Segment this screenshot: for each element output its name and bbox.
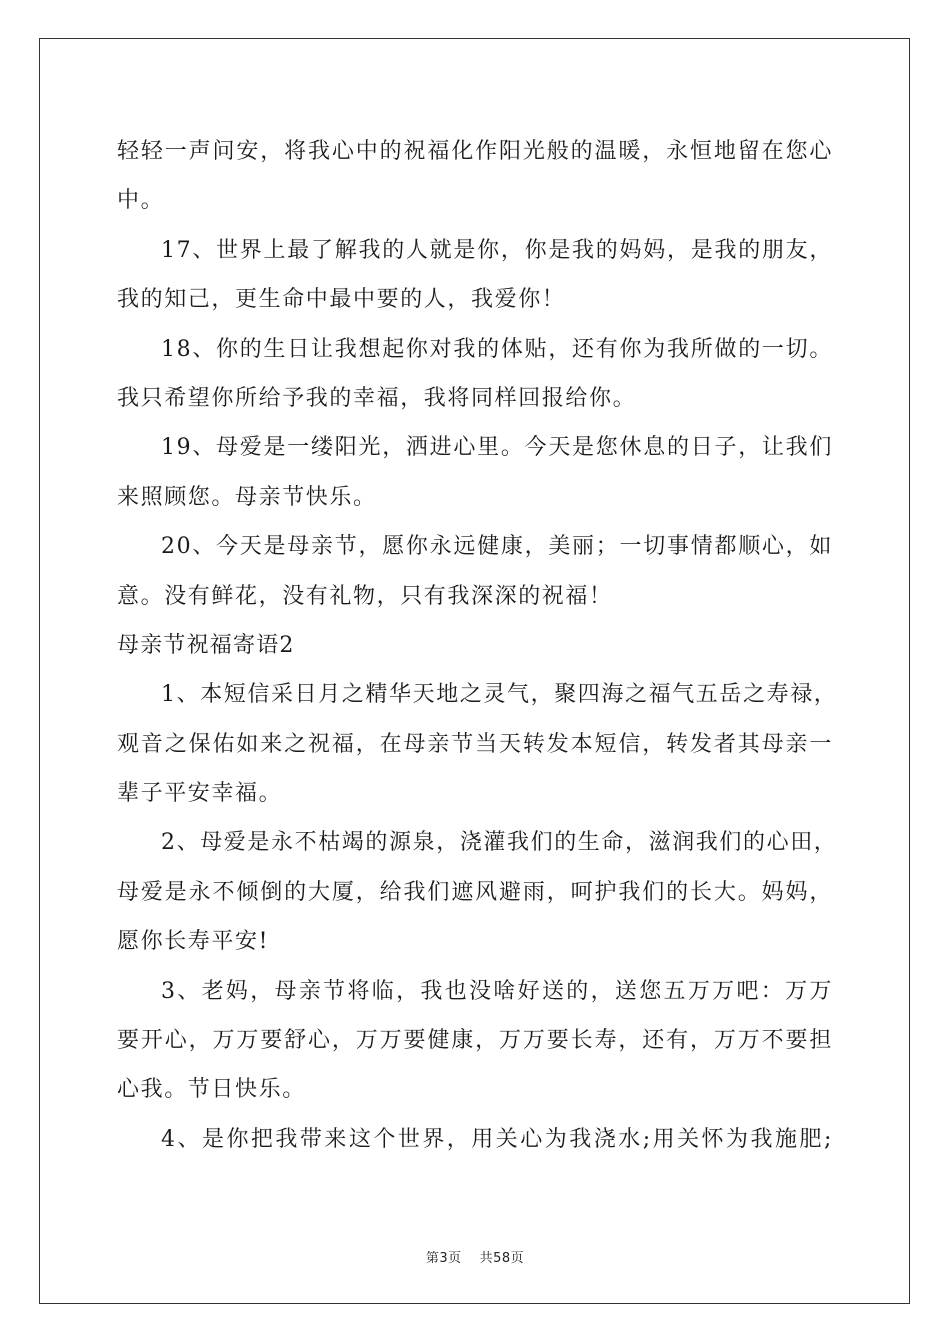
text-line: 19、母爱是一缕阳光，洒进心里。今天是您休息的日子，让我们 xyxy=(161,435,833,461)
text-line: 意。没有鲜花，没有礼物，只有我深深的祝福！ xyxy=(117,583,613,609)
document-body xyxy=(117,127,838,1164)
text-line: 心我。节日快乐。 xyxy=(117,1077,306,1103)
text-line: 4、是你把我带来这个世界，用关心为我浇水;用关怀为我施肥; xyxy=(161,1126,833,1152)
text-line: 2、母爱是永不枯竭的源泉，浇灌我们的生命，滋润我们的心田， xyxy=(161,830,838,856)
text-line: 我只希望你所给予我的幸福，我将同样回报给你。 xyxy=(117,385,637,411)
text-line: 轻轻一声问安，将我心中的祝福化作阳光般的温暖，永恒地留在您心 xyxy=(117,139,833,164)
page-footer xyxy=(0,1247,950,1266)
text-line: 3、老妈，母亲节将临，我也没啥好送的，送您五万万吧：万万 xyxy=(161,978,833,1004)
paragraph-lines xyxy=(117,127,838,1164)
text-line: 20、今天是母亲节，愿你永远健康，美丽；一切事情都顺心，如 xyxy=(161,534,833,560)
text-line: 中。 xyxy=(117,188,165,214)
text-line: 1、本短信采日月之精华天地之灵气，聚四海之福气五岳之寿禄， xyxy=(161,682,838,708)
text-line: 辈子平安幸福。 xyxy=(117,781,283,807)
text-line: 观音之保佑如来之祝福，在母亲节当天转发本短信，转发者其母亲一 xyxy=(117,731,833,757)
text-line: 18、你的生日让我想起你对我的体贴，还有你为我所做的一切。 xyxy=(161,336,833,362)
text-line: 17、世界上最了解我的人就是你，你是我的妈妈，是我的朋友， xyxy=(161,237,833,263)
section-heading: 母亲节祝福寄语2 xyxy=(117,632,295,658)
text-line: 愿你长寿平安! xyxy=(117,929,270,955)
current-page-label: 第3页 xyxy=(425,1251,462,1266)
text-line: 要开心，万万要舒心，万万要健康，万万要长寿，还有，万万不要担 xyxy=(117,1028,833,1054)
text-line: 母爱是永不倾倒的大厦，给我们遮风避雨，呵护我们的长大。妈妈， xyxy=(117,879,833,905)
text-line: 来照顾您。母亲节快乐。 xyxy=(117,484,377,510)
text-line: 我的知己，更生命中最中要的人，我爱你！ xyxy=(117,287,566,313)
total-pages-label: 共58页 xyxy=(479,1251,525,1266)
